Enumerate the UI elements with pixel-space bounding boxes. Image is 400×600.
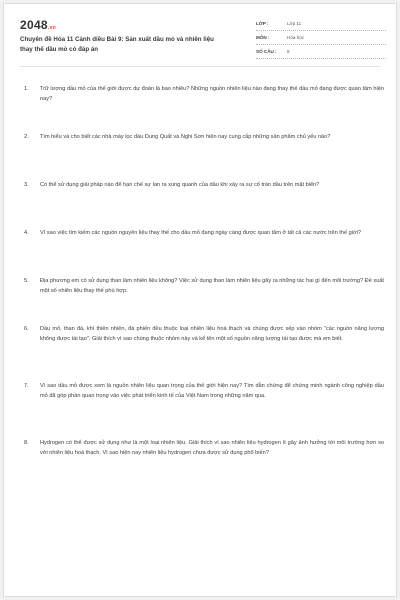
document-page xyxy=(3,3,397,597)
question-text: Vì sao dầu mỏ được xem là nguồn nhiên liệu quan trọng của thế giới hiện nay? Tìm dẫn chứng để chứng minh ngành công nghiệp dầu mỏ đã góp phần quan trọng vào việc phát triển kinh tế của Việt Nam trong những năm qua. xyxy=(40,383,384,399)
question-item-4 xyxy=(24,228,384,276)
question-text: Vì sao việc tìm kiếm các nguồn nguyên liệu thay thế cho dầu mỏ đang ngày càng được quan tâm ở tất cả các nước trên thế giới? xyxy=(40,230,361,236)
site-logo[interactable] xyxy=(20,18,56,32)
question-number: 3. xyxy=(24,182,29,188)
question-text: Trữ lượng dầu mỏ của thế giới được dự đoán là bao nhiêu? Những nguồn nhiên liệu nào đang thay thế dầu mỏ đang được quan tâm hiện nay? xyxy=(40,86,384,102)
meta-value-subject: Hóa học xyxy=(287,35,305,40)
question-number: 4. xyxy=(24,230,29,236)
question-item-3 xyxy=(24,180,384,228)
question-item-2 xyxy=(24,132,384,180)
meta-row-class xyxy=(256,17,386,31)
question-text: Có thể sử dụng giải pháp nào để hạn chế sự lan ra xung quanh của dầu khi xảy ra sự cố tràn dầu trên mặt biển? xyxy=(40,182,320,188)
question-item-8 xyxy=(24,438,384,495)
meta-label-count: SỐ CÂU : xyxy=(256,49,277,54)
question-item-6 xyxy=(24,324,384,381)
question-text: Tìm hiểu và cho biết các nhà máy lọc dầu Dung Quất và Nghi Sơn hiện nay cung cấp những sản phẩm chủ yếu nào? xyxy=(40,134,331,140)
question-text: Dầu mỏ, than đá, khí thiên nhiên, đá phiến đều thuộc loại nhiên liệu hoá thạch và chúng được xếp vào nhóm "các nguồn năng lượng không được tái tạo". Giải thích vì sao chúng thuộc nhóm này và kể tên một số nguồn năng lượng tái tạo được mà em biết. xyxy=(40,326,384,342)
header-divider xyxy=(20,66,380,67)
meta-row-count xyxy=(256,45,386,59)
question-number: 1. xyxy=(24,86,29,92)
question-number: 2. xyxy=(24,134,29,140)
meta-label-class: LỚP : xyxy=(256,21,269,26)
question-item-1 xyxy=(24,84,384,132)
question-number: 5. xyxy=(24,278,29,284)
logo-main-text: 2048 xyxy=(20,18,48,32)
question-item-5 xyxy=(24,276,384,324)
question-text: Hydrogen có thể được sử dụng như là một loại nhiên liệu. Giải thích vì sao nhiên liệu hydrogen ít gây ảnh hưởng tới môi trường hơn so với nhiên liệu hoá thạch. Vì sao hiện nay nhiên liệu hydrogen chưa được sử dụng phổ biến? xyxy=(40,440,384,456)
logo-tld-text: .vn xyxy=(47,25,57,31)
document-meta xyxy=(256,17,386,59)
question-item-7 xyxy=(24,381,384,438)
meta-value-count: 8 xyxy=(287,49,290,54)
meta-row-subject xyxy=(256,31,386,45)
meta-label-subject: MÔN : xyxy=(256,35,270,40)
question-list xyxy=(24,84,384,495)
meta-value-class: Lớp 11 xyxy=(287,21,302,26)
question-number: 8. xyxy=(24,440,29,446)
question-text: Địa phương em có sử dụng than làm nhiên liệu không? Việc sử dụng than làm nhiên liệu gây ra những tác hại gì đến môi trường? Đề xuất một số nhiên liệu thay thế phù hợp. xyxy=(40,278,384,294)
question-number: 7. xyxy=(24,383,29,389)
document-header xyxy=(4,4,396,64)
document-title: Chuyên đề Hóa 11 Cánh diều Bài 9: Sản xuất dầu mỏ và nhiên liệu thay thế dầu mỏ có đáp án xyxy=(20,36,214,53)
question-number: 6. xyxy=(24,326,29,332)
